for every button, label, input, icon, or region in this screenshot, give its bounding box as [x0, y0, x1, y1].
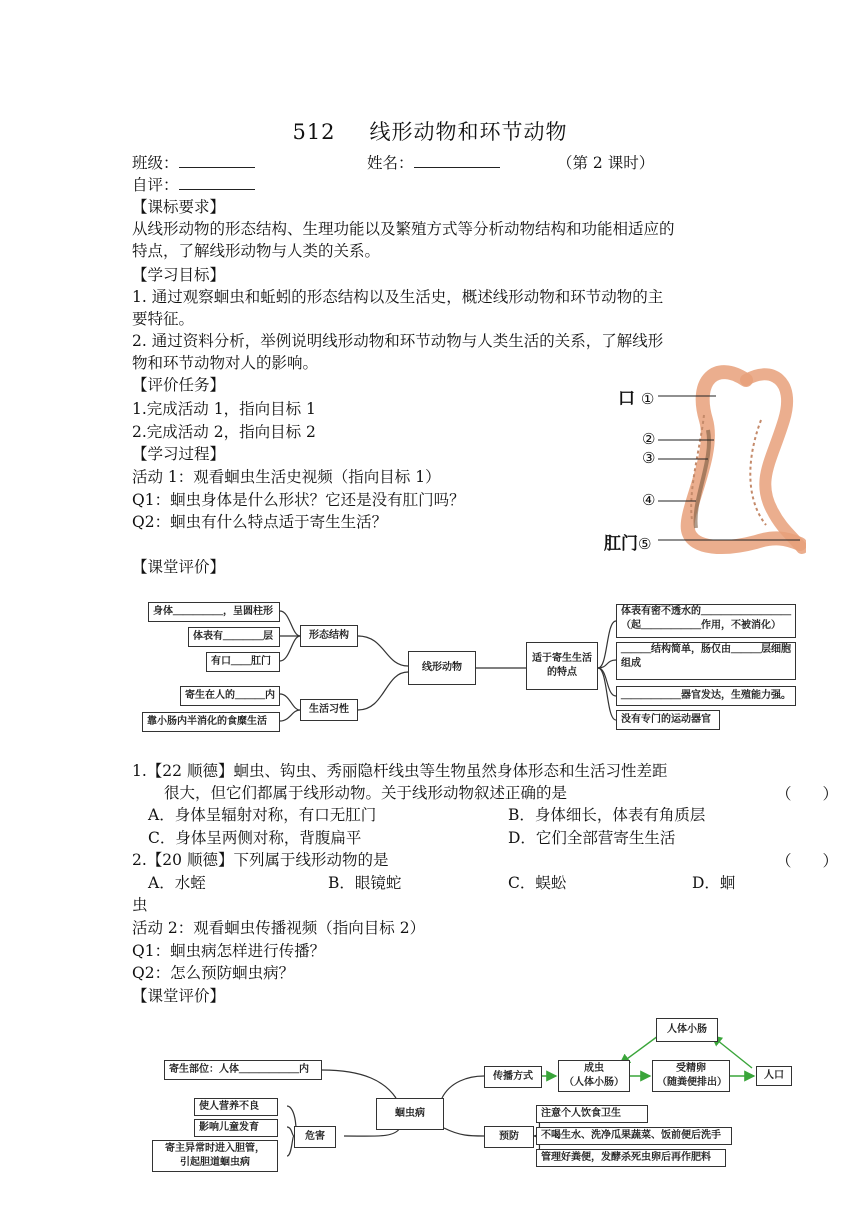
- eval-heading-2: 【课堂评价】: [132, 987, 226, 1005]
- goal-item: 物和环节动物对人的影响。: [132, 354, 319, 372]
- node-small-intestine: 人体小肠: [656, 1018, 718, 1042]
- node-fertilized-egg: 受精卵 （随粪便排出）: [652, 1060, 730, 1092]
- option-2-C: C．蜈蚣: [508, 874, 567, 892]
- node-habit: 生活习性: [300, 699, 358, 721]
- node-prevent-hygiene: 注意个人饮食卫生: [536, 1105, 648, 1123]
- node-harm-bile-duct: 寄主异常时进入胆管， 引起胆道蛔虫病: [152, 1140, 278, 1172]
- node-prevention: 预防: [484, 1126, 534, 1148]
- goal-item: 要特征。: [132, 310, 195, 328]
- label-2: ②: [642, 430, 656, 448]
- activity-1-q2: Q2：蛔虫有什么特点适于寄生生活？: [132, 513, 388, 531]
- option-2-B: B．眼镜蛇: [328, 874, 402, 892]
- goal-item: 1. 通过观察蛔虫和蚯蚓的形态结构以及生活史，概述线形动物和环节动物的主: [132, 288, 664, 306]
- node-adapt-digestive: ＿＿＿结构简单，肠仅由＿＿＿层细胞 组成: [616, 642, 796, 680]
- roundworm-figure: [596, 360, 806, 560]
- node-mouth-anus: 有口＿＿肛门: [206, 652, 280, 672]
- self-eval-field: 自评：: [132, 174, 255, 196]
- node-harm-nutrition: 使人营养不良: [194, 1098, 278, 1116]
- option-1-D: D．它们全部营寄生生活: [508, 829, 676, 847]
- option-2-A: A．水蛭: [148, 874, 206, 892]
- lesson-label: （第 2 课时）: [557, 154, 655, 172]
- answer-paren-1: （ ）: [776, 785, 839, 803]
- node-transmission: 传播方式: [484, 1066, 542, 1088]
- task-item: 2.完成活动 2，指向目标 2: [132, 423, 316, 441]
- node-prevent-water: 不喝生水、洗净瓜果蔬菜、饭前便后洗手: [536, 1127, 732, 1145]
- standard-heading: 【课标要求】: [132, 198, 226, 216]
- name-field: 姓名：: [367, 152, 500, 174]
- mindmap-ascariasis: [150, 1012, 800, 1177]
- eval-heading: 【课堂评价】: [132, 558, 226, 576]
- node-adapt-reproductive: ＿＿＿＿＿＿器官发达，生殖能力强。: [616, 686, 796, 706]
- node-nematode-center: 线形动物: [408, 651, 476, 685]
- task-heading: 【评价任务】: [132, 376, 226, 394]
- question-1: 1.【22 顺德】蛔虫、钩虫、秀丽隐杆线虫等生物虽然身体形态和生活习性差距: [132, 762, 668, 780]
- node-parasite-site: 寄生在人的＿＿＿内: [180, 686, 280, 706]
- node-ascariasis-center: 蛔虫病: [376, 1098, 444, 1130]
- node-body-surface: 体表有＿＿＿＿层: [188, 627, 280, 647]
- node-adapt: 适于寄生生活的特点: [526, 642, 598, 690]
- node-harm-growth: 影响儿童发育: [194, 1119, 278, 1137]
- mindmap-nematode: [140, 596, 800, 736]
- class-field: 班级：: [132, 152, 255, 174]
- task-item: 1.完成活动 1，指向目标 1: [132, 400, 316, 418]
- anus-label: 肛门⑤: [604, 534, 652, 554]
- page-title: 512 线形动物和环节动物: [292, 120, 568, 144]
- node-adapt-cuticle: 体表有密不透水的＿＿＿＿＿＿＿＿＿ （起＿＿＿＿＿＿作用，不被消化）: [616, 604, 796, 638]
- node-prevent-feces: 管理好粪便，发酵杀死虫卵后再作肥料: [536, 1149, 726, 1167]
- option-2-D: D．蛔: [692, 874, 736, 892]
- activity-2: 活动 2：观看蛔虫传播视频（指向目标 2）: [132, 919, 426, 937]
- node-adapt-no-motion: 没有专门的运动器官: [616, 710, 720, 730]
- node-feeding: 靠小肠内半消化的食糜生活: [142, 712, 280, 732]
- label-4: ④: [642, 491, 656, 509]
- activity-1: 活动 1：观看蛔虫生活史视频（指向目标 1）: [132, 468, 441, 486]
- standard-text: 特点，了解线形动物与人类的关系。: [132, 242, 381, 260]
- node-morphology: 形态结构: [300, 625, 358, 647]
- activity-2-q1: Q1：蛔虫病怎样进行传播？: [132, 942, 326, 960]
- question-1-cont: 很大，但它们都属于线形动物。关于线形动物叙述正确的是: [164, 784, 568, 802]
- node-mouth: 人口: [756, 1066, 792, 1086]
- standard-text: 从线形动物的形态结构、生理功能以及繁殖方式等分析动物结构和功能相适应的: [132, 220, 675, 238]
- node-adult-worm: 成虫 （人体小肠）: [558, 1060, 630, 1092]
- answer-paren-2: （ ）: [776, 852, 839, 870]
- process-heading: 【学习过程】: [132, 445, 226, 463]
- question-2: 2.【20 顺德】下列属于线形动物的是: [132, 851, 389, 869]
- activity-1-q1: Q1：蛔虫身体是什么形状？它还是没有肛门吗？: [132, 491, 465, 509]
- option-1-B: B．身体细长，体表有角质层: [508, 806, 706, 824]
- node-parasite-site: 寄生部位：人体＿＿＿＿＿＿内: [164, 1060, 322, 1080]
- goal-item: 2. 通过资料分析，举例说明线形动物和环节动物与人类生活的关系，了解线形: [132, 332, 664, 350]
- option-1-C: C．身体呈两侧对称，背腹扁平: [148, 829, 362, 847]
- goal-heading: 【学习目标】: [132, 266, 226, 284]
- option-1-A: A．身体呈辐射对称，有口无肛门: [148, 806, 377, 824]
- node-harm: 危害: [294, 1126, 336, 1148]
- option-2-D-cont: 虫: [132, 896, 148, 914]
- activity-2-q2: Q2：怎么预防蛔虫病？: [132, 964, 295, 982]
- mouth-label: 口 ①: [618, 389, 655, 409]
- label-3: ③: [642, 449, 656, 467]
- node-body-shape: 身体＿＿＿＿＿，呈圆柱形: [148, 602, 280, 622]
